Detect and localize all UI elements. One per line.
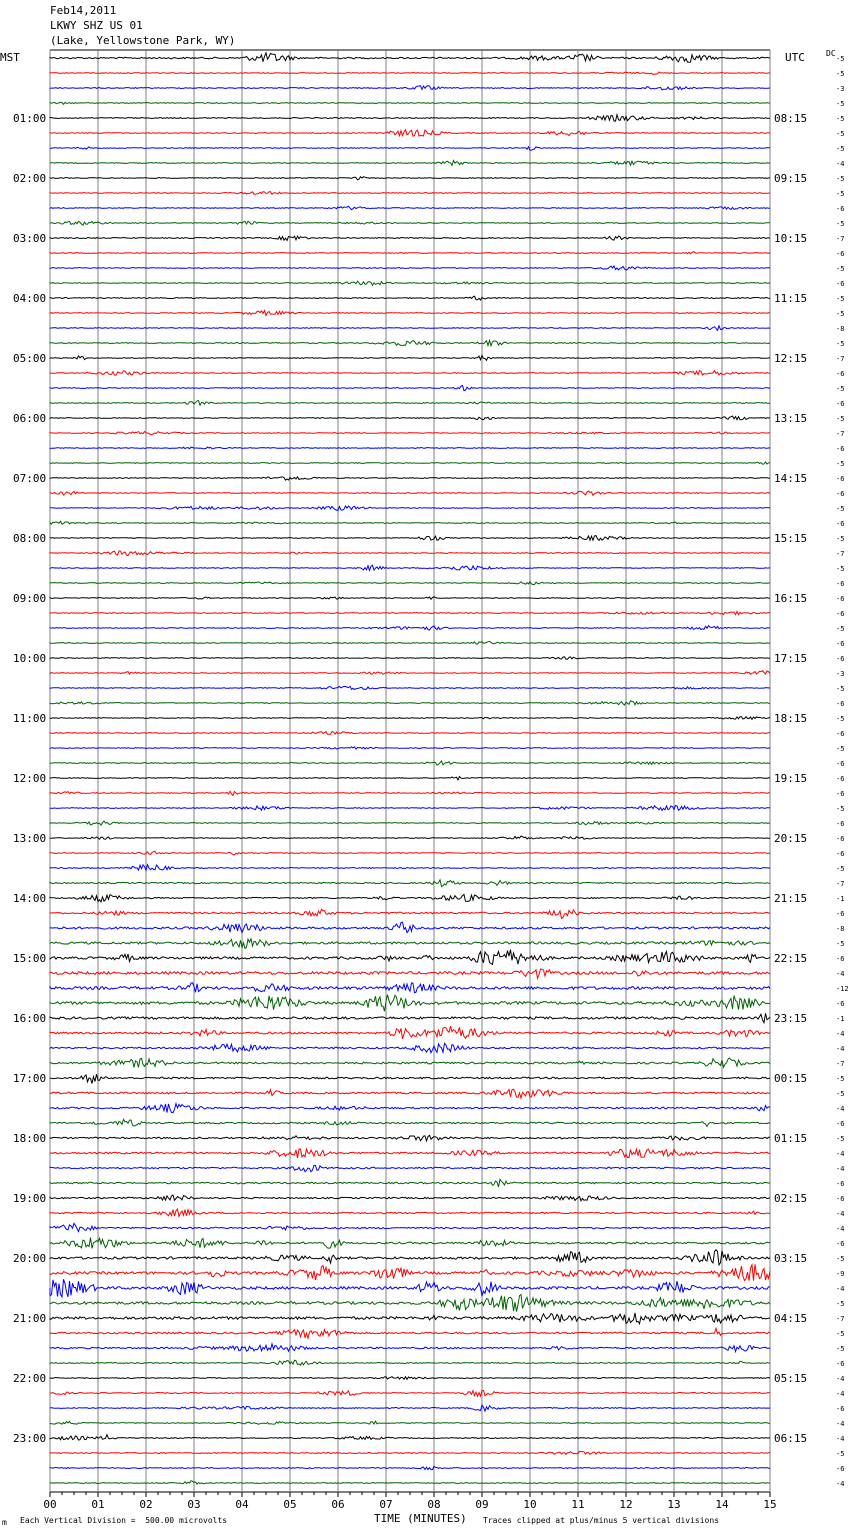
x-tick-label: 10: [523, 1498, 537, 1511]
dc-offset-7: -4: [836, 160, 845, 168]
right-time-label: 18:15: [774, 712, 808, 725]
dc-offset-59: -5: [836, 940, 845, 948]
dc-offset-53: -6: [836, 850, 845, 858]
right-time-label: 12:15: [774, 352, 808, 365]
trace-22: [50, 386, 770, 391]
dc-offset-86: -5: [836, 1345, 845, 1353]
trace-23: [50, 401, 770, 406]
trace-15: [50, 281, 770, 285]
trace-72: [50, 1135, 770, 1141]
left-time-label: 14:00: [13, 892, 47, 905]
trace-94: [50, 1466, 770, 1469]
trace-21: [50, 371, 770, 376]
dc-offset-95: -4: [836, 1480, 845, 1488]
trace-93: [50, 1451, 770, 1454]
dc-offset-40: -6: [836, 655, 845, 663]
dc-offset-87: -6: [836, 1360, 845, 1368]
dc-offset-22: -5: [836, 385, 845, 393]
trace-54: [50, 865, 770, 871]
trace-90: [50, 1405, 770, 1411]
x-tick-label: 13: [667, 1498, 681, 1511]
dc-offset-34: -5: [836, 565, 845, 573]
left-time-label: 20:00: [13, 1252, 47, 1265]
dc-offset-77: -4: [836, 1210, 845, 1218]
dc-offset-75: -6: [836, 1180, 845, 1188]
left-time-label: 02:00: [13, 172, 47, 185]
trace-20: [50, 356, 770, 361]
left-time-label: 23:00: [13, 1432, 47, 1445]
dc-offset-31: -6: [836, 520, 845, 528]
trace-34: [50, 565, 770, 570]
trace-62: [50, 983, 770, 993]
right-time-label: 04:15: [774, 1312, 808, 1325]
trace-67: [50, 1058, 770, 1067]
x-tick-label: 09: [475, 1498, 489, 1511]
dc-offset-52: -6: [836, 835, 845, 843]
right-time-label: 21:15: [774, 892, 808, 905]
trace-43: [50, 701, 770, 705]
trace-36: [50, 597, 770, 600]
dc-offset-28: -6: [836, 475, 845, 483]
dc-offset-43: -6: [836, 700, 845, 708]
left-time-label: 06:00: [13, 412, 47, 425]
trace-74: [50, 1165, 770, 1171]
left-time-label: 04:00: [13, 292, 47, 305]
left-time-label: 19:00: [13, 1192, 47, 1205]
trace-9: [50, 192, 770, 195]
clip-note: Traces clipped at plus/minus 5 vertical divisions: [483, 1516, 720, 1525]
right-time-label: 16:15: [774, 592, 808, 605]
dc-offset-92: -4: [836, 1435, 845, 1443]
trace-95: [50, 1481, 770, 1484]
right-time-label: 20:15: [774, 832, 808, 845]
scale-note: Each Vertical Division = 500.00 microvolts: [20, 1516, 228, 1525]
trace-24: [50, 416, 770, 420]
trace-2: [50, 86, 770, 90]
trace-89: [50, 1391, 770, 1397]
dc-offset-65: -4: [836, 1030, 845, 1038]
trace-83: [50, 1294, 770, 1311]
dc-offset-60: -6: [836, 955, 845, 963]
trace-88: [50, 1377, 770, 1380]
left-time-label: 22:00: [13, 1372, 47, 1385]
x-tick-label: 14: [715, 1498, 729, 1511]
trace-0: [50, 53, 770, 62]
trace-1: [50, 72, 770, 75]
trace-7: [50, 161, 770, 166]
left-time-label: 09:00: [13, 592, 47, 605]
dc-offset-74: -4: [836, 1165, 845, 1173]
dc-offset-30: -5: [836, 505, 845, 513]
right-time-label: 14:15: [774, 472, 808, 485]
station-location: (Lake, Yellowstone Park, WY): [50, 34, 236, 47]
dc-offset-56: -1: [836, 895, 845, 903]
dc-offset-21: -6: [836, 370, 845, 378]
dc-offset-54: -5: [836, 865, 845, 873]
dc-offset-70: -4: [836, 1105, 845, 1113]
x-tick-label: 07: [379, 1498, 393, 1511]
dc-offset-36: -6: [836, 595, 845, 603]
x-axis-ticks: [43, 1492, 776, 1511]
dc-offset-55: -7: [836, 880, 845, 888]
trace-39: [50, 641, 770, 644]
trace-75: [50, 1179, 770, 1187]
left-time-label: 12:00: [13, 772, 47, 785]
dc-offset-19: -5: [836, 340, 845, 348]
right-time-label: 19:15: [774, 772, 808, 785]
left-time-label: 18:00: [13, 1132, 47, 1145]
dc-offset-49: -6: [836, 790, 845, 798]
x-tick-label: 05: [283, 1498, 297, 1511]
trace-56: [50, 895, 770, 902]
dc-offset-14: -5: [836, 265, 845, 273]
trace-69: [50, 1089, 770, 1098]
right-time-label: 17:15: [774, 652, 808, 665]
trace-11: [50, 221, 770, 225]
trace-16: [50, 296, 770, 300]
dc-offset-38: -5: [836, 625, 845, 633]
x-tick-label: 08: [427, 1498, 441, 1511]
trace-50: [50, 806, 770, 811]
dc-offset-69: -5: [836, 1090, 845, 1098]
trace-30: [50, 506, 770, 511]
trace-82: [50, 1279, 770, 1297]
dc-offset-58: -8: [836, 925, 845, 933]
dc-offset-26: -6: [836, 445, 845, 453]
trace-19: [50, 341, 770, 346]
dc-offset-68: -5: [836, 1075, 845, 1083]
x-axis-label: TIME (MINUTES): [374, 1512, 467, 1525]
left-time-label: 07:00: [13, 472, 47, 485]
dc-offset-35: -6: [836, 580, 845, 588]
trace-46: [50, 747, 770, 749]
x-tick-label: 06: [331, 1498, 345, 1511]
dc-offset-67: -7: [836, 1060, 845, 1068]
dc-offset-89: -4: [836, 1390, 845, 1398]
minute-gridlines: [50, 50, 770, 1492]
x-tick-label: 12: [619, 1498, 633, 1511]
dc-offset-18: -8: [836, 325, 845, 333]
trace-35: [50, 582, 770, 585]
trace-58: [50, 922, 770, 932]
left-time-label: 21:00: [13, 1312, 47, 1325]
dc-offset-39: -6: [836, 640, 845, 648]
left-time-label: 16:00: [13, 1012, 47, 1025]
trace-63: [50, 995, 770, 1012]
dc-offset-66: -4: [836, 1045, 845, 1053]
right-timezone-label: UTC: [785, 51, 805, 64]
dc-offset-83: -5: [836, 1300, 845, 1308]
left-time-label: 15:00: [13, 952, 47, 965]
dc-offset-62: -12: [836, 985, 849, 993]
trace-5: [50, 130, 770, 136]
right-time-label: 02:15: [774, 1192, 808, 1205]
dc-offset-94: -6: [836, 1465, 845, 1473]
right-time-label: 05:15: [774, 1372, 808, 1385]
left-time-label: 17:00: [13, 1072, 47, 1085]
trace-12: [50, 236, 770, 240]
trace-86: [50, 1344, 770, 1352]
dc-offset-46: -5: [836, 745, 845, 753]
dc-offset-71: -6: [836, 1120, 845, 1128]
x-tick-label: 04: [235, 1498, 249, 1511]
trace-33: [50, 551, 770, 556]
dc-offset-80: -5: [836, 1255, 845, 1263]
left-time-label: 05:00: [13, 352, 47, 365]
trace-80: [50, 1250, 770, 1265]
dc-offset-57: -6: [836, 910, 845, 918]
dc-offset-13: -6: [836, 250, 845, 258]
dc-offset-84: -7: [836, 1315, 845, 1323]
left-time-label: 01:00: [13, 112, 47, 125]
dc-offset-9: -5: [836, 190, 845, 198]
left-time-label: 10:00: [13, 652, 47, 665]
trace-18: [50, 326, 770, 331]
dc-offset-header: DC: [826, 49, 836, 58]
dc-offset-85: -5: [836, 1330, 845, 1338]
x-tick-label: 03: [187, 1498, 201, 1511]
trace-79: [50, 1238, 770, 1249]
trace-3: [50, 102, 770, 104]
left-time-label: 13:00: [13, 832, 47, 845]
trace-8: [50, 177, 770, 180]
right-time-label: 09:15: [774, 172, 808, 185]
dc-offset-15: -6: [836, 280, 845, 288]
trace-91: [50, 1421, 770, 1424]
dc-offset-37: -6: [836, 610, 845, 618]
dc-offset-47: -6: [836, 760, 845, 768]
dc-offset-82: -4: [836, 1285, 845, 1293]
trace-4: [50, 115, 770, 122]
dc-offset-2: -3: [836, 85, 845, 93]
trace-29: [50, 491, 770, 495]
trace-65: [50, 1026, 770, 1039]
right-time-label: 23:15: [774, 1012, 808, 1025]
station-id: LKWY SHZ US 01: [50, 19, 143, 32]
right-time-label: 22:15: [774, 952, 808, 965]
dc-offset-42: -5: [836, 685, 845, 693]
dc-offset-88: -4: [836, 1375, 845, 1383]
right-time-label: 03:15: [774, 1252, 808, 1265]
left-time-label: 08:00: [13, 532, 47, 545]
trace-55: [50, 880, 770, 887]
dc-offset-93: -5: [836, 1450, 845, 1458]
dc-offset-78: -4: [836, 1225, 845, 1233]
dc-offset-12: -7: [836, 235, 845, 243]
right-time-label: 06:15: [774, 1432, 808, 1445]
dc-offset-73: -4: [836, 1150, 845, 1158]
trace-47: [50, 761, 770, 765]
trace-60: [50, 950, 770, 965]
trace-64: [50, 1013, 770, 1023]
trace-84: [50, 1313, 770, 1324]
trace-68: [50, 1074, 770, 1083]
dc-offset-27: -5: [836, 460, 845, 468]
trace-52: [50, 836, 770, 839]
right-time-label: 10:15: [774, 232, 808, 245]
dc-offset-79: -6: [836, 1240, 845, 1248]
dc-offset-11: -5: [836, 220, 845, 228]
trace-51: [50, 821, 770, 825]
trace-87: [50, 1360, 770, 1365]
x-tick-label: 15: [763, 1498, 777, 1511]
dc-offset-48: -6: [836, 775, 845, 783]
dc-offset-91: -4: [836, 1420, 845, 1428]
trace-10: [50, 206, 770, 209]
right-time-label: 15:15: [774, 532, 808, 545]
dc-offset-8: -5: [836, 175, 845, 183]
dc-offset-32: -5: [836, 535, 845, 543]
dc-offset-0: -5: [836, 55, 845, 63]
dc-offset-44: -5: [836, 715, 845, 723]
trace-26: [50, 447, 770, 449]
x-tick-label: 01: [91, 1498, 105, 1511]
trace-59: [50, 939, 770, 949]
trace-13: [50, 252, 770, 254]
trace-57: [50, 909, 770, 918]
dc-offset-41: -3: [836, 670, 845, 678]
dc-offset-29: -6: [836, 490, 845, 498]
plot-date: Feb14,2011: [50, 4, 117, 17]
corner-mark: m: [2, 1518, 7, 1527]
right-time-label: 11:15: [774, 292, 808, 305]
dc-offset-33: -7: [836, 550, 845, 558]
trace-17: [50, 311, 770, 316]
dc-offset-23: -6: [836, 400, 845, 408]
right-time-label: 13:15: [774, 412, 808, 425]
trace-28: [50, 477, 770, 480]
trace-53: [50, 851, 770, 855]
dc-offset-10: -6: [836, 205, 845, 213]
trace-38: [50, 626, 770, 630]
left-timezone-label: MST: [0, 51, 20, 64]
trace-45: [50, 732, 770, 735]
dc-offset-61: -4: [836, 970, 845, 978]
dc-offset-81: -9: [836, 1270, 845, 1278]
trace-27: [50, 462, 770, 464]
dc-offset-4: -5: [836, 115, 845, 123]
trace-78: [50, 1223, 770, 1231]
trace-73: [50, 1149, 770, 1158]
dc-offset-76: -6: [836, 1195, 845, 1203]
trace-37: [50, 611, 770, 614]
seismic-traces: [50, 53, 770, 1484]
x-tick-label: 02: [139, 1498, 153, 1511]
dc-offset-63: -6: [836, 1000, 845, 1008]
trace-49: [50, 791, 770, 795]
trace-25: [50, 432, 770, 435]
dc-offset-3: -5: [836, 100, 845, 108]
trace-66: [50, 1043, 770, 1052]
dc-offset-45: -6: [836, 730, 845, 738]
dc-offset-6: -5: [836, 145, 845, 153]
trace-14: [50, 266, 770, 270]
trace-71: [50, 1119, 770, 1126]
trace-81: [50, 1264, 770, 1280]
trace-31: [50, 521, 770, 524]
trace-41: [50, 671, 770, 675]
left-time-label: 03:00: [13, 232, 47, 245]
x-tick-label: 11: [571, 1498, 585, 1511]
right-time-label: 08:15: [774, 112, 808, 125]
right-time-label: 01:15: [774, 1132, 808, 1145]
trace-40: [50, 657, 770, 659]
dc-offset-20: -7: [836, 355, 845, 363]
dc-offset-25: -7: [836, 430, 845, 438]
left-time-label: 11:00: [13, 712, 47, 725]
dc-offset-16: -5: [836, 295, 845, 303]
trace-85: [50, 1328, 770, 1338]
trace-32: [50, 536, 770, 541]
trace-77: [50, 1209, 770, 1216]
trace-76: [50, 1195, 770, 1201]
dc-offset-5: -5: [836, 130, 845, 138]
dc-offset-51: -6: [836, 820, 845, 828]
trace-42: [50, 686, 770, 689]
x-tick-label: 00: [43, 1498, 57, 1511]
trace-92: [50, 1435, 770, 1440]
dc-offset-72: -5: [836, 1135, 845, 1143]
right-time-label: 00:15: [774, 1072, 808, 1085]
trace-6: [50, 147, 770, 150]
trace-48: [50, 777, 770, 780]
dc-offset-1: -5: [836, 70, 845, 78]
trace-70: [50, 1104, 770, 1113]
dc-offset-50: -5: [836, 805, 845, 813]
dc-offset-24: -5: [836, 415, 845, 423]
trace-44: [50, 717, 770, 720]
dc-offset-90: -6: [836, 1405, 845, 1413]
trace-61: [50, 969, 770, 978]
dc-offset-64: -1: [836, 1015, 845, 1023]
dc-offset-17: -5: [836, 310, 845, 318]
